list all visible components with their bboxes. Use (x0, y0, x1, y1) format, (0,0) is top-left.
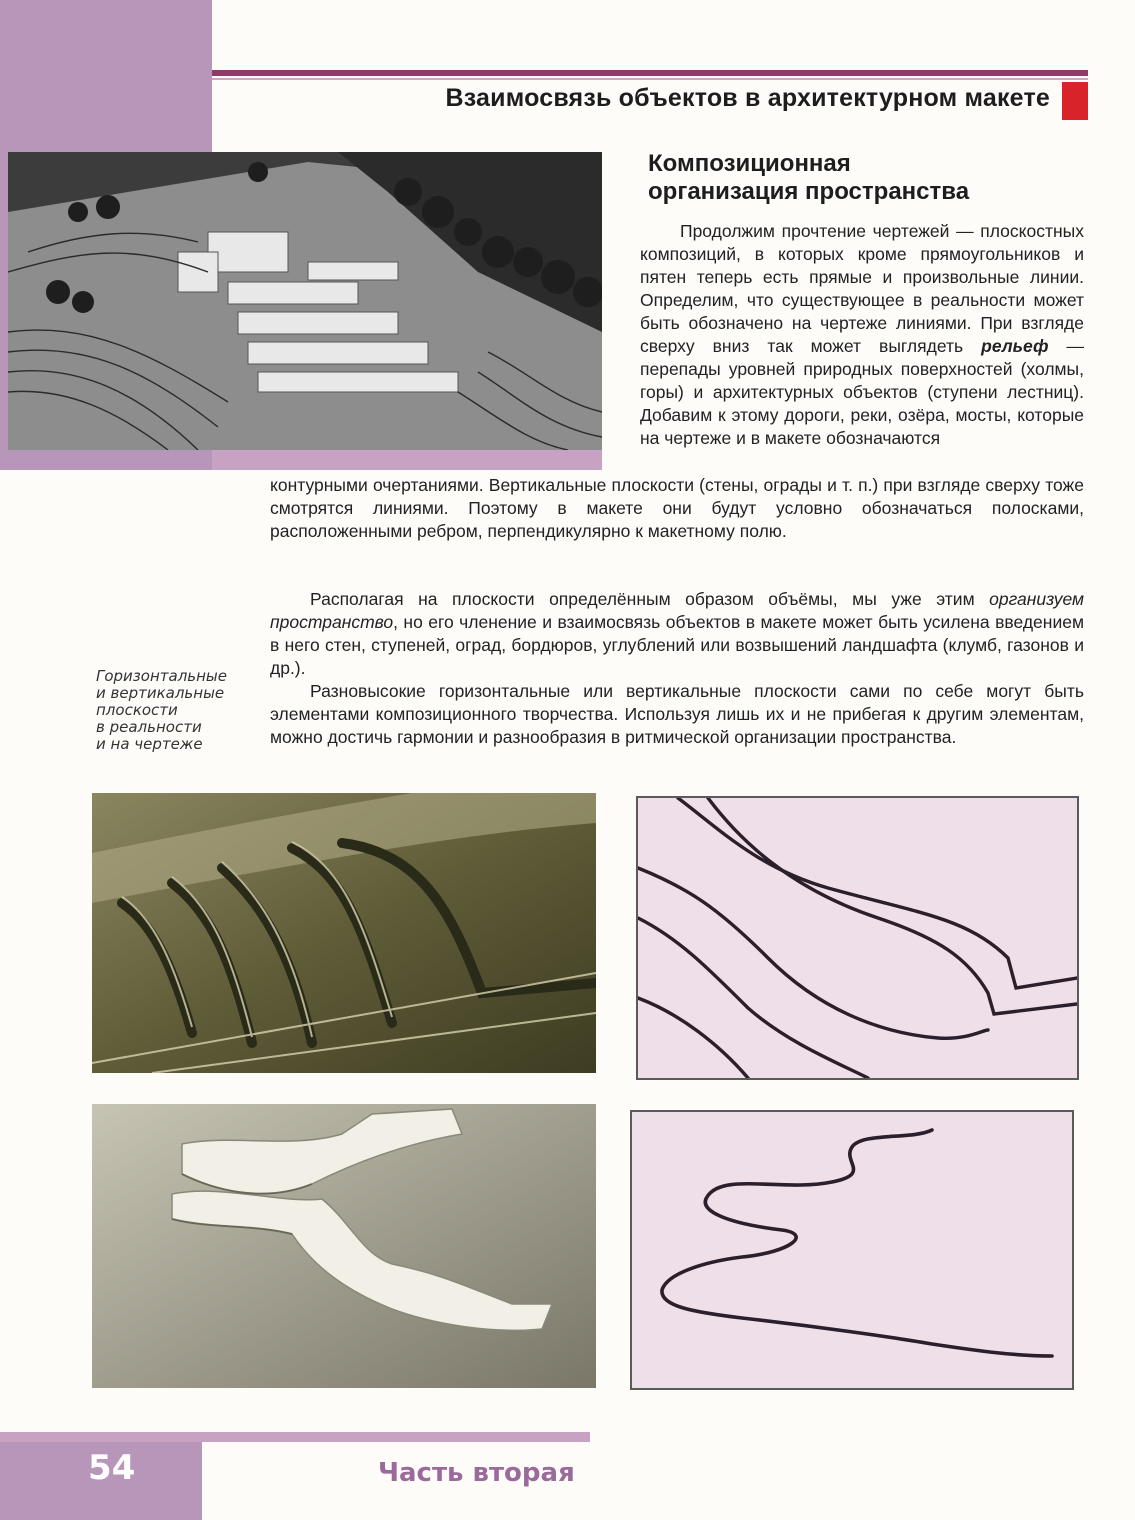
header-rule-thin (212, 78, 1088, 80)
p1-text-b: — перепады уровней природных поверхностей (холмы, горы) и архитектурных объектов (ступени лестниц). Добавим к этому дороги, реки, озёра, мосты, которые на чертеже и в макете обозначаются (640, 336, 1084, 448)
caption-line-5: и на чертеже (96, 735, 203, 753)
photo-underline-band (212, 450, 602, 470)
terraced-landscape-photo (92, 793, 596, 1073)
term-organize-space: организуем пространство (270, 589, 1084, 632)
figure-side-caption (96, 668, 256, 753)
header-red-marker (1062, 82, 1088, 120)
paragraph-1-continuation: контурными очертаниями. Вертикальные плоскости (стены, ограды и т. п.) при взгляде сверху тоже смотрятся линиями. Поэтому в макете они будут условно обозначаться полосками, расположенными ребром, перпендикулярно к макетному полю. (270, 475, 1084, 541)
subtitle-line-1: Композиционная (648, 150, 851, 177)
caption-line-2: и вертикальные (96, 684, 225, 702)
footer-band (0, 1432, 590, 1442)
subsection-title (648, 150, 1088, 206)
paragraph-2 (270, 588, 1084, 680)
caption-line-3: плоскости (96, 701, 178, 719)
caption-line-4: в реальности (96, 718, 202, 736)
p2-text-b: , но его членение и взаимосвязь объектов в макете может быть усилена введением в него стен, ступеней, оград, бордюров, углублений или возвышений ландшафта (клумб, газонов и др.). (270, 612, 1084, 678)
part-label: Часть вторая (378, 1458, 575, 1488)
p1-text-a: Продолжим прочтение чертежей — плоскостных композиций, в которых кроме прямоугольников и пятен теперь есть прямые и произвольные линии. Определим, что существующее в реальности может быть обозначено на чертеже линиями. При взгляде сверху вниз так может выглядеть (640, 221, 1084, 356)
header-rule (212, 70, 1088, 76)
paragraph-1 (640, 220, 1084, 450)
subtitle-line-2: организация пространства (648, 178, 970, 205)
section-title: Взаимосвязь объектов в архитектурном макете (445, 84, 1050, 112)
paragraph-3: Разновысокие горизонтальные или вертикальные плоскости сами по себе могут быть элементами композиционного творчества. Используя лишь их и не прибегая к другим элементам, можно достичь гармонии и разнообразия в ритмической организации пространства. (270, 681, 1084, 747)
p2-text-a: Располагая на плоскости определённым образом объёмы, мы уже этим (310, 589, 990, 609)
page-number: 54 (88, 1448, 136, 1488)
term-relief: рельеф (981, 336, 1049, 356)
wall-ribbons-photo (92, 1104, 596, 1388)
caption-line-1: Горизонтальные (96, 667, 228, 685)
contour-lines-drawing (636, 796, 1079, 1080)
meandering-line-drawing (630, 1110, 1074, 1390)
architectural-model-photo (8, 152, 602, 450)
